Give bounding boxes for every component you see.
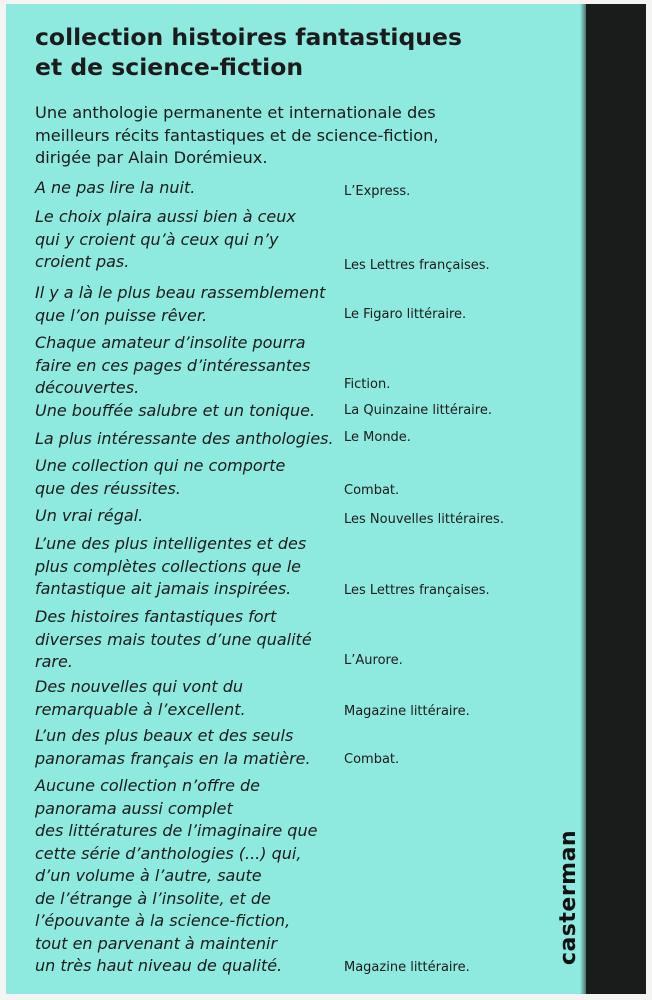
quote-text-line: A ne pas lire la nuit. xyxy=(35,178,196,197)
quote-text-line: Des nouvelles qui vont du xyxy=(35,677,244,696)
quote-text-line: d’un volume à l’autre, saute xyxy=(35,866,262,885)
quote-text-line: des littératures de l’imaginaire que xyxy=(35,821,318,840)
quote-text-line: tout en parvenant à maintenir xyxy=(35,933,278,953)
publisher-name: casterman xyxy=(556,829,582,965)
quote-text-line: l’épouvante à la science-fiction, xyxy=(35,911,291,930)
quote-source: Les Lettres françaises. xyxy=(344,258,490,273)
quote-source: Le Figaro littéraire. xyxy=(344,307,467,322)
collection-title xyxy=(35,22,555,82)
quote-source: Magazine littéraire. xyxy=(344,960,470,975)
quote-source: L’Aurore. xyxy=(344,653,403,668)
quote-source: Magazine littéraire. xyxy=(344,704,470,719)
quote-text-line: Le choix plaira aussi bien à ceux xyxy=(35,207,296,226)
quote-source: Les Nouvelles littéraires. xyxy=(344,512,504,527)
quote-source: Combat. xyxy=(344,483,400,498)
publisher-logo xyxy=(539,822,599,972)
quote-text-line: remarquable à l’excellent. xyxy=(35,699,246,719)
quote-text-line: découvertes. xyxy=(35,378,140,397)
quote-text-line: Il y a là le plus beau rassemblement xyxy=(35,283,326,302)
quote-text-line: Chaque amateur d’insolite pourra xyxy=(35,333,306,352)
quote-text-line: panoramas français en la matière. xyxy=(35,748,311,768)
quote-text-line: de l’étrange à l’insolite, et de xyxy=(35,888,271,908)
quote-source: Fiction. xyxy=(344,377,391,392)
title-line-2: et de science-fiction xyxy=(35,53,304,81)
quote-text-line: rare. xyxy=(35,652,73,671)
quote-text-line: qui y croient qu’à ceux qui n’y xyxy=(35,229,279,249)
quote-text-line: un très haut niveau de qualité. xyxy=(35,956,283,975)
intro-line: Une anthologie permanente et internationale des xyxy=(35,103,436,122)
intro-line: dirigée par Alain Dorémieux. xyxy=(35,148,268,167)
quote-text-line: Une bouffée salubre et un tonique. xyxy=(35,401,316,420)
quote-text-line: Un vrai régal. xyxy=(35,506,144,525)
quote-source: L’Express. xyxy=(344,184,411,199)
quote-text-line: Des histoires fantastiques fort xyxy=(35,607,277,626)
quote-text-line: L’une des plus intelligentes et des xyxy=(35,534,307,553)
quote-text-line: croient pas. xyxy=(35,252,130,271)
quote-text-line: que l’on puisse rêver. xyxy=(35,305,208,325)
quote-text-line: fantastique ait jamais inspirées. xyxy=(35,579,292,598)
quote-text-line: panorama aussi complet xyxy=(35,798,233,818)
quote-text-line: La plus intéressante des anthologies. xyxy=(35,429,334,448)
quote-source: Les Lettres françaises. xyxy=(344,583,490,598)
quote-text-line: plus complètes collections que le xyxy=(35,556,302,576)
quote-text-line: diverses mais toutes d’une qualité xyxy=(35,629,312,649)
quote-text-line: Aucune collection n’offre de xyxy=(35,776,261,795)
quote-text-line: que des réussites. xyxy=(35,478,181,498)
quote-text-line: Une collection qui ne comporte xyxy=(35,456,286,475)
intro-line: meilleurs récits fantastiques et de science-fiction, xyxy=(35,125,439,145)
quote-text-line: L’un des plus beaux et des seuls xyxy=(35,726,294,745)
quote-source: Le Monde. xyxy=(344,430,411,445)
quote-text-line: faire en ces pages d’intéressantes xyxy=(35,355,311,375)
title-line-1: collection histoires fantastiques xyxy=(35,23,462,51)
quote-source: Combat. xyxy=(344,752,400,767)
quote-source: La Quinzaine littéraire. xyxy=(344,403,492,418)
intro-paragraph xyxy=(35,102,565,170)
quote-text-line: cette série d’anthologies (...) qui, xyxy=(35,843,302,863)
